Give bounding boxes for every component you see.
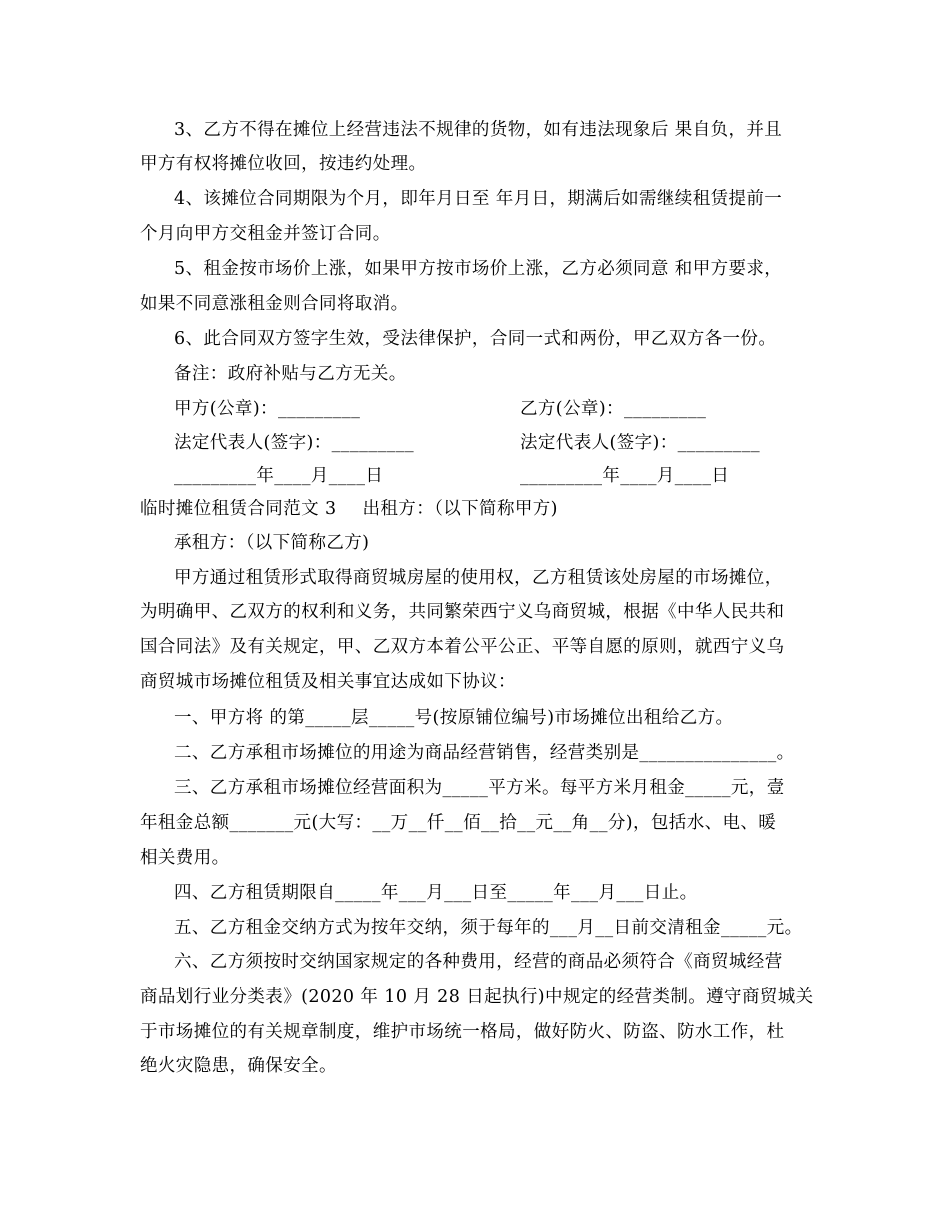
clause-1: 一、甲方将 的第_____层_____号(按原铺位编号)市场摊位出租给乙方。 bbox=[174, 708, 734, 728]
clause-4: 四、乙方租赁期限自_____年___月___日至_____年___月___日止。 bbox=[174, 883, 698, 903]
paragraph-5-line-2: 如果不同意涨租金则合同将取消。 bbox=[140, 294, 409, 314]
intro-line-2: 为明确甲、乙双方的权利和义务，共同繁荣西宁义乌商贸城，根据《中华人民共和 bbox=[140, 602, 785, 622]
paragraph-3-line-1: 3、乙方不得在摊位上经营违法不规律的货物，如有违法现象后 果自负，并且 bbox=[174, 120, 783, 140]
paragraph-4-line-1: 4、该摊位合同期限为个月，即年月日至 年月日，期满后如需继续租赁提前一 bbox=[174, 189, 783, 209]
intro-line-1: 甲方通过租赁形式取得商贸城房屋的使用权，乙方租赁该处房屋的市场摊位， bbox=[174, 568, 783, 588]
clause-5: 五、乙方租金交纳方式为按年交纳，须于每年的___月__日前交清租金_____元。 bbox=[174, 918, 803, 938]
paragraph-5-line-1: 5、租金按市场价上涨，如果甲方按市场价上涨，乙方必须同意 和甲方要求， bbox=[174, 259, 783, 279]
party-a-seal: 甲方(公章)：_________ bbox=[174, 399, 361, 419]
paragraph-3-line-2: 甲方有权将摊位收回，按违约处理。 bbox=[140, 154, 427, 174]
party-b-seal: 乙方(公章)：_________ bbox=[520, 399, 707, 419]
clause-3-line-3: 相关费用。 bbox=[140, 848, 230, 868]
party-a-representative: 法定代表人(签字)：_________ bbox=[174, 433, 415, 453]
party-a-date: _________年____月____日 bbox=[174, 466, 384, 486]
clause-3-line-1: 三、乙方承租市场摊位经营面积为_____平方米。每平方米月租金_____元，壹 bbox=[174, 778, 785, 798]
paragraph-6: 6、此合同双方签字生效，受法律保护，合同一式和两份，甲乙双方各一份。 bbox=[174, 329, 777, 349]
party-b-date: _________年____月____日 bbox=[520, 466, 730, 486]
remark: 备注：政府补贴与乙方无关。 bbox=[174, 364, 407, 384]
contract3-heading: 临时摊位租赁合同范文 3 bbox=[140, 499, 337, 519]
lessee-line: 承租方：（以下简称乙方) bbox=[174, 533, 370, 553]
lessor-line: 出租方：（以下简称甲方) bbox=[362, 499, 558, 519]
intro-line-4: 商贸城市场摊位租赁及相关事宜达成如下协议： bbox=[140, 672, 516, 692]
clause-6-line-3: 于市场摊位的有关规章制度，维护市场统一格局，做好防火、防盗、防水工作，杜 bbox=[140, 1022, 785, 1042]
clause-6-line-2: 商品划行业分类表》(2020 年 10 月 28 日起执行)中规定的经营类制。遵守商贸城关 bbox=[140, 987, 814, 1007]
clause-6-line-4: 绝火灾隐患，确保安全。 bbox=[140, 1056, 337, 1076]
intro-line-3: 国合同法》及有关规定，甲、乙双方本着公平公正、平等自愿的原则，就西宁义乌 bbox=[140, 637, 785, 657]
clause-3-line-2: 年租金总额_______元(大写：__万__仟__佰__拾__元__角__分)，包括水、电、暖 bbox=[140, 813, 777, 833]
clause-2: 二、乙方承租市场摊位的用途为商品经营销售，经营类别是_______________。 bbox=[174, 743, 795, 763]
party-b-representative: 法定代表人(签字)：_________ bbox=[520, 433, 761, 453]
paragraph-4-line-2: 个月向甲方交租金并签订合同。 bbox=[140, 224, 391, 244]
clause-6-line-1: 六、乙方须按时交纳国家规定的各种费用，经营的商品必须符合《商贸城经营 bbox=[174, 952, 783, 972]
contract3-heading-line bbox=[140, 497, 558, 521]
